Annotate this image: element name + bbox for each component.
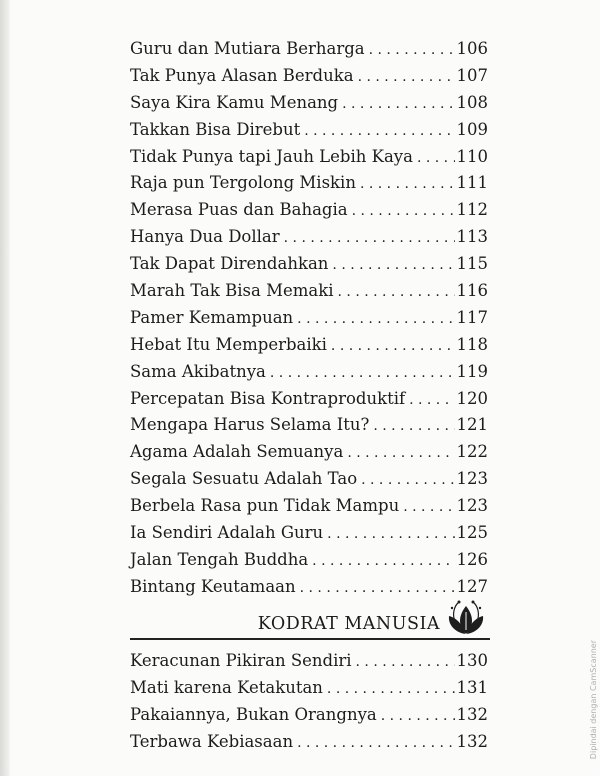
toc-entry-page: 127 (456, 576, 488, 596)
toc-entry-title: Hebat Itu Memperbaiki (130, 334, 327, 354)
toc-entry[interactable] (130, 197, 488, 224)
toc-entry-page: 110 (456, 146, 488, 166)
toc-entry[interactable] (130, 305, 488, 332)
toc-entry-title: Saya Kira Kamu Menang (130, 92, 339, 112)
toc-entry-page: 113 (456, 227, 488, 247)
toc-entry[interactable] (130, 144, 488, 171)
toc-entry[interactable] (130, 412, 488, 439)
toc-entry-page: 106 (456, 39, 488, 58)
toc-entry-title: Mati karena Ketakutan (130, 677, 323, 697)
toc-entry-page: 116 (456, 281, 488, 301)
dot-leader (284, 225, 455, 252)
dot-leader (347, 440, 454, 467)
toc-entry-page: 108 (456, 92, 488, 112)
toc-entry-page: 119 (456, 361, 488, 381)
dot-leader (270, 360, 455, 387)
toc-entry[interactable] (130, 251, 488, 278)
toc-entry-title: Berbela Rasa pun Tidak Mampu (130, 496, 400, 516)
toc-entry-title: Terbawa Kebiasaan (130, 731, 294, 751)
toc-entry-title: Tidak Punya tapi Jauh Lebih Kaya (130, 146, 413, 166)
toc-entry[interactable] (130, 36, 488, 63)
dot-leader (361, 467, 454, 494)
toc-entry[interactable] (130, 386, 488, 413)
toc-entry-title: Mengapa Harus Selama Itu? (130, 415, 370, 435)
toc-entry[interactable] (130, 675, 488, 702)
dot-leader (409, 387, 454, 414)
section-header (130, 596, 490, 640)
dot-leader (381, 703, 455, 730)
dot-leader (297, 730, 454, 757)
toc-entry-title: Raja pun Tergolong Miskin (130, 173, 356, 193)
toc-entry-page: 131 (456, 677, 488, 697)
toc-entry-page: 117 (456, 307, 488, 327)
toc-entry[interactable] (130, 278, 488, 305)
toc-entry[interactable] (130, 648, 488, 675)
toc-entry-title: Sama Akibatnya (130, 361, 266, 381)
toc-entry-page: 123 (456, 496, 488, 516)
dot-leader (342, 91, 454, 118)
dot-leader (358, 64, 455, 91)
toc-entry-title: Jalan Tengah Buddha (130, 549, 309, 569)
dot-leader (356, 649, 455, 676)
toc-entry-title: Tak Punya Alasan Berduka (130, 65, 354, 85)
page-binding-edge (0, 0, 10, 776)
toc-entry-page: 121 (456, 415, 488, 435)
toc-entry-title: Keracunan Pikiran Sendiri (130, 651, 352, 670)
toc-entry-page: 126 (456, 549, 488, 569)
toc-entry[interactable] (130, 493, 488, 520)
toc-entry[interactable] (130, 359, 488, 386)
toc-entry-title: Percepatan Bisa Kontraproduktif (130, 388, 406, 408)
section-toc-list (130, 648, 488, 756)
toc-entry-title: Guru dan Mutiara Berharga (130, 39, 365, 58)
toc-entry-page: 107 (456, 65, 488, 85)
toc-entry[interactable] (130, 117, 488, 144)
toc-entry[interactable] (130, 63, 488, 90)
dot-leader (327, 676, 455, 703)
toc-entry-page: 112 (456, 200, 488, 220)
toc-entry[interactable] (130, 332, 488, 359)
toc-entry-title: Ia Sendiri Adalah Guru (130, 523, 324, 543)
toc-entry[interactable] (130, 170, 488, 197)
toc-entry-title: Pamer Kemampuan (130, 307, 294, 327)
toc-entry-title: Bintang Keutamaan (130, 576, 296, 596)
toc-entry-title: Tak Dapat Direndahkan (130, 254, 329, 274)
toc-entry[interactable] (130, 224, 488, 251)
leaf-ornament-icon (444, 596, 488, 636)
toc-entry-page: 115 (456, 254, 488, 274)
toc-entry-page: 130 (456, 651, 488, 670)
toc-list (130, 36, 488, 601)
dot-leader (369, 37, 455, 64)
dot-leader (332, 252, 454, 279)
dot-leader (338, 279, 455, 306)
toc-entry[interactable] (130, 702, 488, 729)
dot-leader (360, 171, 455, 198)
dot-leader (327, 521, 454, 548)
toc-entry-page: 111 (456, 173, 488, 193)
toc-entry-page: 109 (456, 119, 488, 139)
toc-entry[interactable] (130, 90, 488, 117)
dot-leader (304, 118, 454, 145)
toc-entry-title: Hanya Dua Dollar (130, 227, 280, 247)
toc-entry[interactable] (130, 439, 488, 466)
dot-leader (417, 145, 455, 172)
dot-leader (373, 413, 454, 440)
dot-leader (352, 198, 455, 225)
toc-entry[interactable] (130, 729, 488, 756)
section-divider (130, 638, 490, 640)
dot-leader (297, 306, 454, 333)
toc-entry-page: 132 (456, 704, 488, 724)
toc-entry-page: 118 (456, 334, 488, 354)
toc-entry-title: Agama Adalah Semuanya (130, 442, 344, 462)
dot-leader (331, 333, 455, 360)
toc-entry-page: 120 (456, 388, 488, 408)
section-title: KODRAT MANUSIA (257, 614, 440, 634)
dot-leader (312, 548, 454, 575)
toc-entry[interactable] (130, 547, 488, 574)
toc-entry[interactable] (130, 466, 488, 493)
toc-entry-page: 122 (456, 442, 488, 462)
toc-entry-page: 125 (456, 523, 488, 543)
toc-entry-title: Merasa Puas dan Bahagia (130, 200, 348, 220)
toc-entry-title: Takkan Bisa Direbut (130, 119, 301, 139)
scanner-watermark: Dipindai dengan CamScanner (589, 640, 598, 760)
dot-leader (403, 494, 454, 521)
toc-entry-title: Marah Tak Bisa Memaki (130, 281, 334, 301)
toc-entry-page: 132 (456, 731, 488, 751)
toc-entry-title: Segala Sesuatu Adalah Tao (130, 469, 358, 489)
toc-entry-page: 123 (456, 469, 488, 489)
toc-entry-title: Pakaiannya, Bukan Orangnya (130, 704, 377, 724)
toc-entry[interactable] (130, 520, 488, 547)
